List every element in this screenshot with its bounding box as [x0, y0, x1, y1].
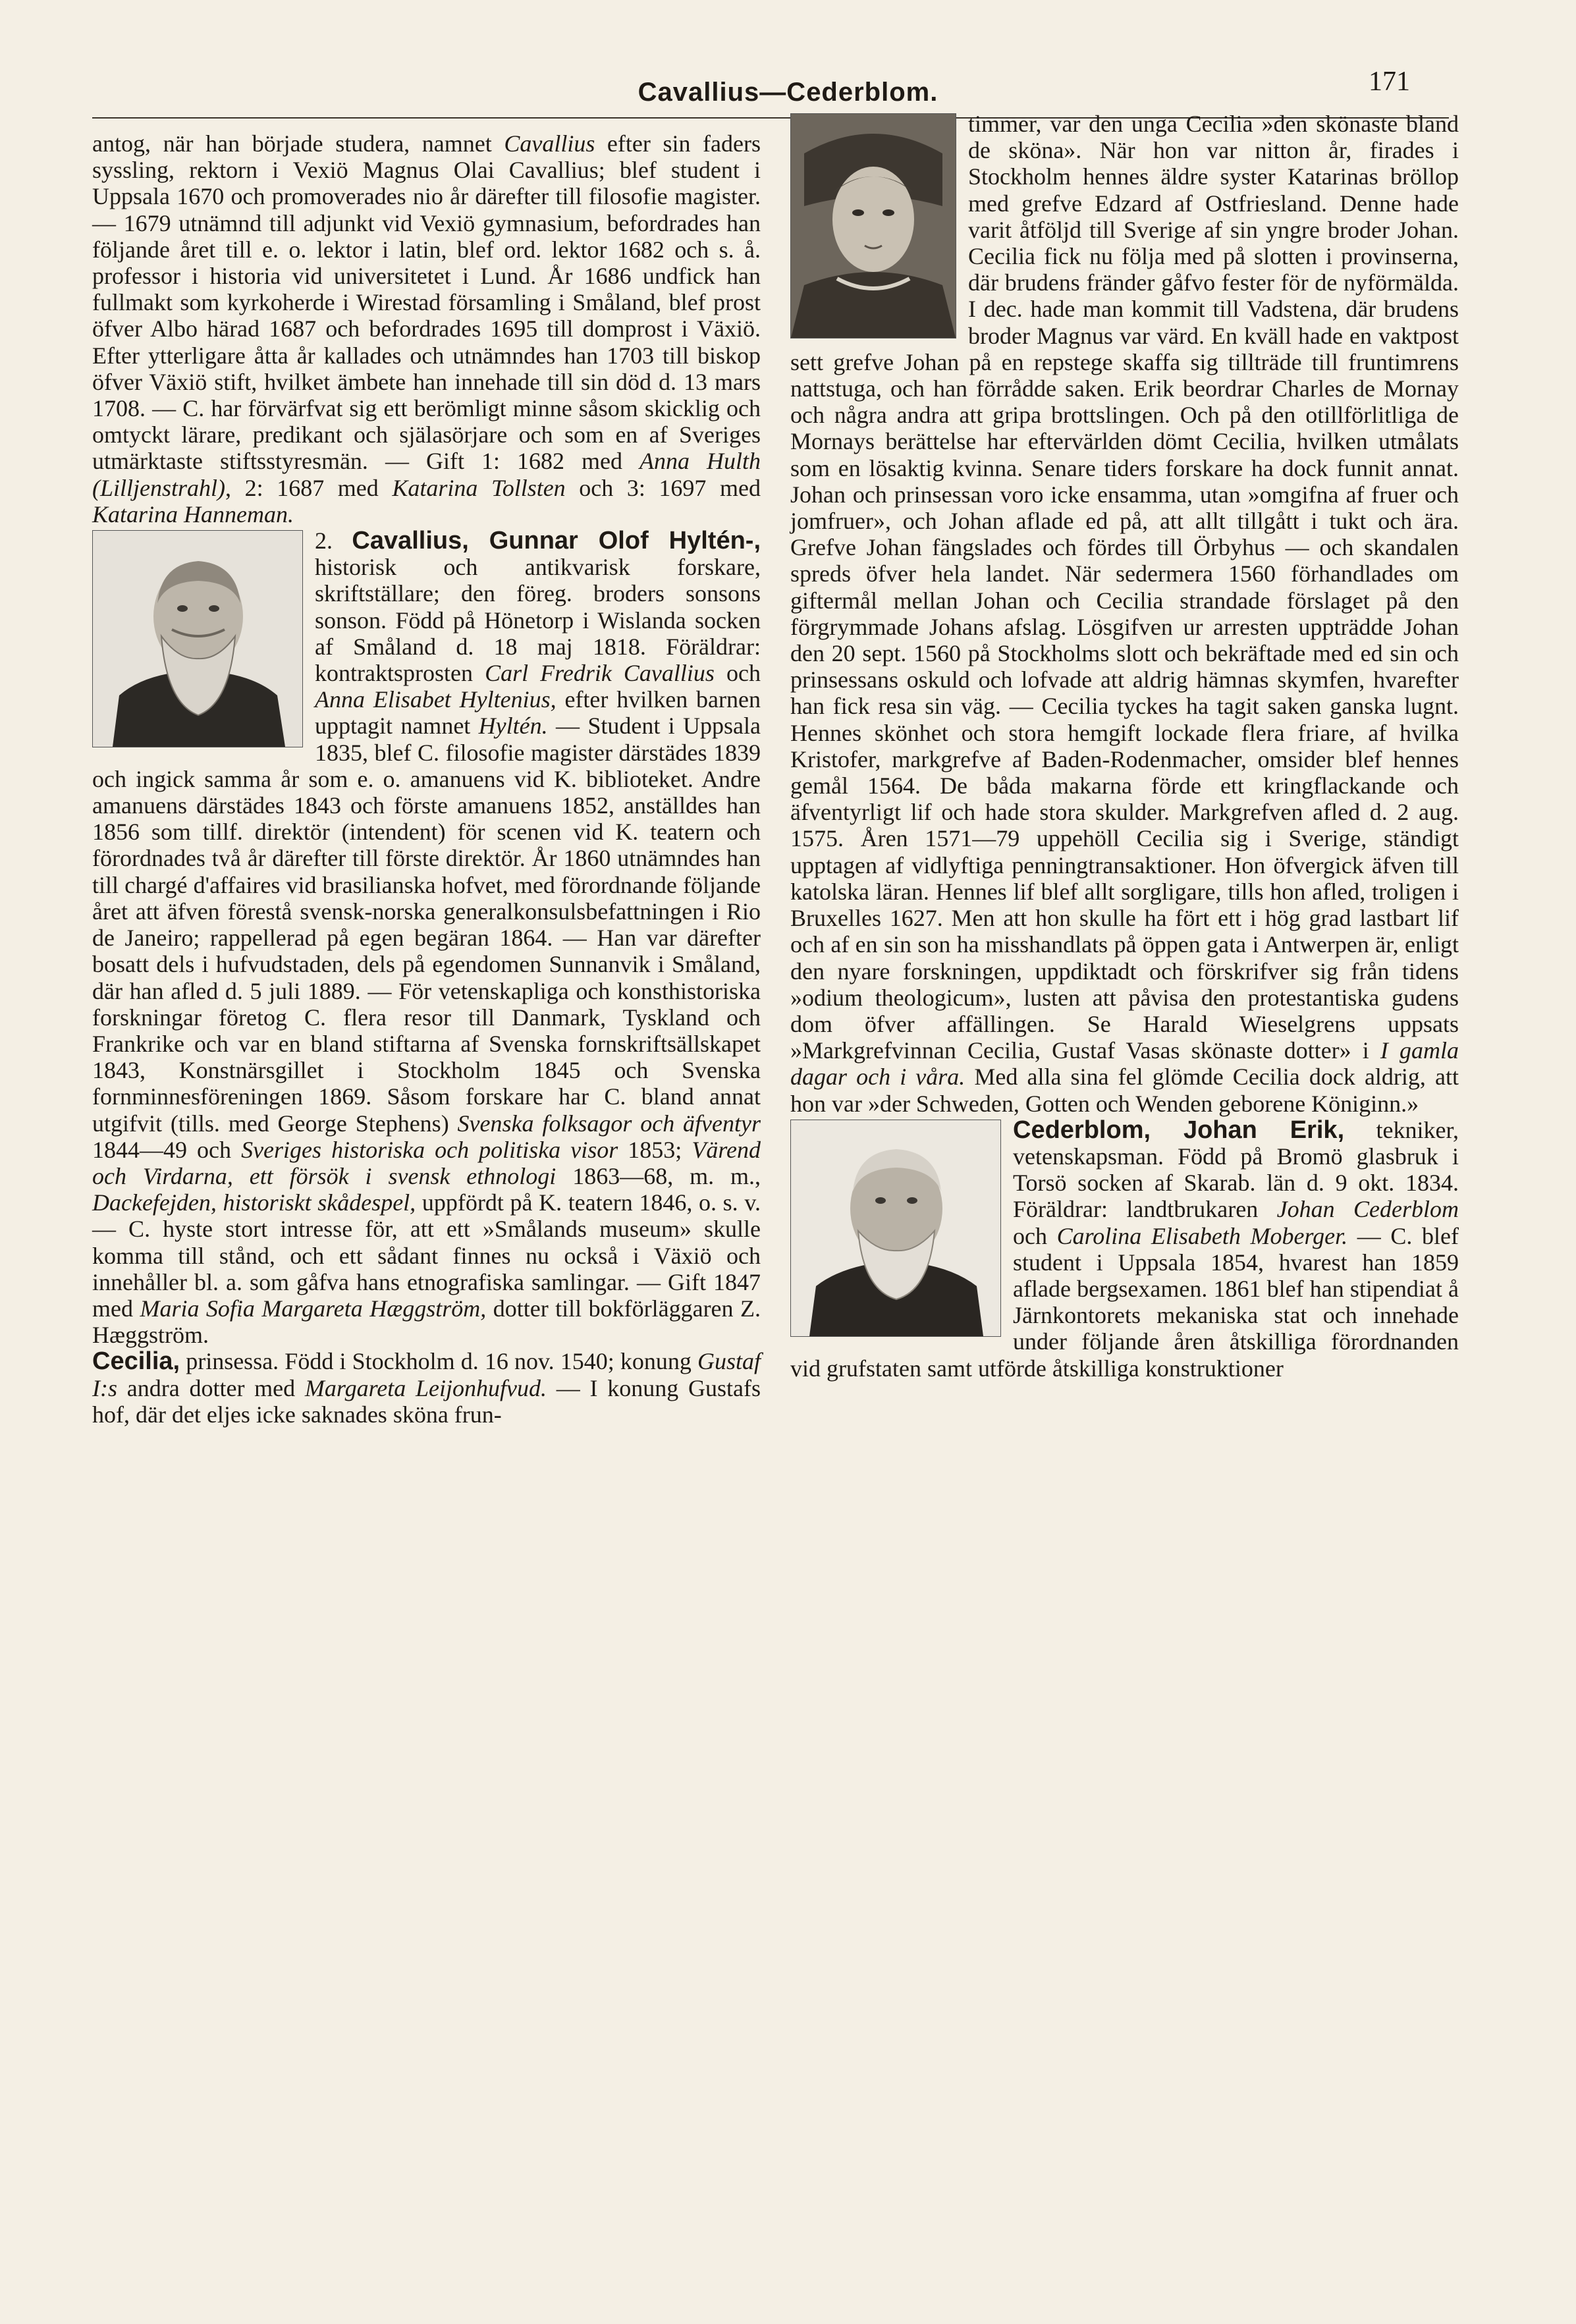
page-header: Cavallius—Cederblom. — [638, 78, 938, 107]
entry-cavallius-2: 2. Cavallius, Gunnar Olof Hyltén-, historisk och antikvarisk forskare, skriftställare; den föreg. broders sonsons sonson. Född på Hönetorp i Wislanda socken af Småland d. 18 maj 1818. Föräldrar: kontraktsprosten Carl Fredrik Cavallius och Anna Elisabet Hyltenius, efter hvilken barnen upptagit namnet Hyltén. — Student i Uppsala 1835, blef C. filosofie magister därstädes 1839 och ingick samma år som e. o. amanuens vid K. biblioteket. Andre amanuens därstädes 1843 och förste amanuens 1852, anställdes han 1856 som tillf. direktör (intendent) för scenen vid K. teatern och förordnades två år därefter till förste direktör. År 1860 utnämndes han till chargé d'affaires vid brasilianska hofvet, med förordnande följande året att äfven förestå svensk-norska generalkonsulsbefattningen i Rio de Janeiro; rappellerad på egen begäran 1864. — Han var därefter bosatt dels i hufvudstaden, dels på egendomen Sunnanvik i Småland, där han afled d. 5 juli 1889. — För vetenskapliga och konsthistoriska forskningar företog C. flera resor till Danmark, Tyskland och Frankrike och var en bland stiftarna af Svenska fornskriftsällskapet 1843, Konstnärsgillet i Stockholm 1845 och Svenska fornminnesföreningen 1869. Såsom forskare har C. bland annat utgifvit (tills. med George Stephens) Svenska folksagor och äfventyr 1844—49 och Sveriges historiska och politiska visor 1853; Värend och Virdarna, ett försök i svensk ethnologi 1863—68, m. m., Dackefejden, historiskt skådespel, uppfördt på K. teatern 1846, o. s. v. — C. hyste stort intresse för, att ett »Smålands museum» skulle komma till stånd, och ett sådant finnes nu också i Växiö och innehåller bl. a. som gåfva hans etnografiska samlingar. — Gift 1847 med Maria Sofia Margareta Hæggström, dotter till bokförläggaren Z. Hæggström. — [92, 527, 761, 1349]
entry-cecilia-start: Cecilia, prinsessa. Född i Stockholm d. 16 nov. 1540; konung Gustaf I:s andra dotter med Margareta Leijonhufvud. — I konung Gustafs hof, där det eljes icke saknades sköna frun- — [92, 1347, 761, 1428]
left-column — [92, 130, 761, 1428]
renaissance-woman-portrait-icon — [791, 114, 956, 338]
headword-cederblom: Cederblom, Johan Erik, — [1013, 1116, 1345, 1144]
portrait-cavallius — [92, 530, 303, 747]
portrait-cecilia — [790, 113, 956, 338]
portrait-cederblom — [790, 1120, 1001, 1337]
entry-cederblom: Cederblom, Johan Erik, tekniker, vetenskapsman. Född på Bromö glasbruk i Torsö socken af Skarab. län d. 9 okt. 1834. Föräldrar: landtbrukaren Johan Cederblom och Carolina Elisabeth Moberger. — C. blef student i Uppsala 1854, hvarest han 1859 aflade bergsexamen. 1861 blef han stipendiat å Järnkontorets mekaniska stat och innehade under följande åren åtskilliga förordnanden vid grufstaten samt utförde åtskilliga konstruktioner — [790, 1116, 1459, 1382]
headword-cecilia: Cecilia, — [92, 1347, 180, 1376]
bearded-man-engraving-icon — [93, 531, 302, 747]
entry-cavallius-1: antog, när han började studera, namnet Cavallius efter sin faders syssling, rektorn i Vexiö Magnus Olai Cavallius; blef student i Uppsala 1670 och promoverades nio år därefter till filosofie magister. — 1679 utnämnd till adjunkt vid Vexiö gymnasium, befordrades han följande året till e. o. lektor i latin, blef ord. lektor 1682 och s. å. professor i historia vid universitetet i Lund. År 1686 undfick han fullmakt som kyrkoherde i Wirestad församling i Småland, blef prost öfver Albo härad 1687 och befordrades 1695 till domprost i Växiö. Efter ytterligare åtta år kallades och utnämndes han 1703 till biskop öfver Växiö stift, hvilket ämbete han innehade till sin död d. 13 mars 1708. — C. har förvärfvat sig ett berömligt minne såsom skicklig och omtyckt lärare, predikant och själasörjare och som en af Sveriges utmärktaste stiftsstyresmän. — Gift 1: 1682 med Anna Hulth (Lilljenstrahl), 2: 1687 med Katarina Tollsten och 3: 1697 med Katarina Hanneman. — [92, 130, 761, 527]
bearded-man-photo-icon — [791, 1120, 1000, 1336]
right-column — [790, 111, 1459, 1382]
headword-cavallius: Cavallius, Gunnar Olof Hyltén-, — [352, 527, 761, 555]
entry-cecilia-continued: timmer, var den unga Cecilia »den skönaste bland de sköna». När hon var nitton år, firades i Stockholm hennes äldre syster Katarinas bröllop med grefve Edzard af Ostfriesland. Denne hade varit åtföljd till Sverige af sin yngre broder Johan. Cecilia fick nu följa med på slotten i provinserna, där brudens fränder gåfvo fester för de nyförmälda. I dec. hade man kommit till Vadstena, där brudens broder Magnus var värd. En kväll hade en vaktpost sett grefve Johan på en repstege skaffa sig tillträde till fruntimrens nattstuga, och han förrådde saken. Erik beordrar Charles de Mornay och några andra att gripa brottslingen. Och på den otillförlitliga de Mornays berättelse har eftervärlden dömt Cecilia, hvilken utmålats som en lösaktig kvinna. Senare tiders forskare ha dock funnit annat. Johan och prinsessan voro icke ensamma, utan »omgifna af fruer och jomfruer», och Johan aflade ed på, att allt tillgått i tukt och ära. Grefve Johan fängslades och fördes till Örbyhus — och skandalen spreds öfver hela landet. När sedermera 1560 förhandlades om giftermål mellan Johan och Cecilia strandade förslaget på den förgrymmade Johans afslag. Lösgifven ur arresten uppträdde Johan den 20 sept. 1560 på Stockholms slott och bekräftade med ed sin och prinsessans oskuld och lofvade att aldrig hämnas skymfen, hvarefter han fick resa sin väg. — Cecilia tyckes ha tagit saken ganska lugnt. Hennes skönhet och stora hemgift lockade flera friare, af hvilka Kristofer, markgrefve af Baden-Rodenmacher, omsider blef hennes gemål 1564. De båda makarna förde ett kringflackande och äfventyrligt lif och hade stora skulder. Markgrefven afled d. 2 aug. 1575. Åren 1571—79 uppehöll Cecilia sig i Sverige, ständigt upptagen af vidlyftiga penningtransaktioner. Hon öfvergick äfven till katolska läran. Hennes lif blef allt sorgligare, tills hon afled, troligen i Bruxelles 1627. Men att hon skulle ha fört ett i hög grad lastbart lif och af en sin son ha misshandlats på öppen gata i Antwerpen är, enligt den nyare forskningen, uppdiktadt och förskrifver sig från tidens »odium theologicum», lusten att påvisa den protestantiska gudens dom öfver affällingen. Se Harald Wieselgrens uppsats »Markgrefvinnan Cecilia, Gustaf Vasas skönaste dotter» i I gamla dagar och i våra. Med alla sina fel glömde Cecilia dock aldrig, att hon var »der Schweden, Gotten och Wenden geborene Königinn.» — [790, 111, 1459, 1117]
page-number: 171 — [1369, 67, 1410, 97]
